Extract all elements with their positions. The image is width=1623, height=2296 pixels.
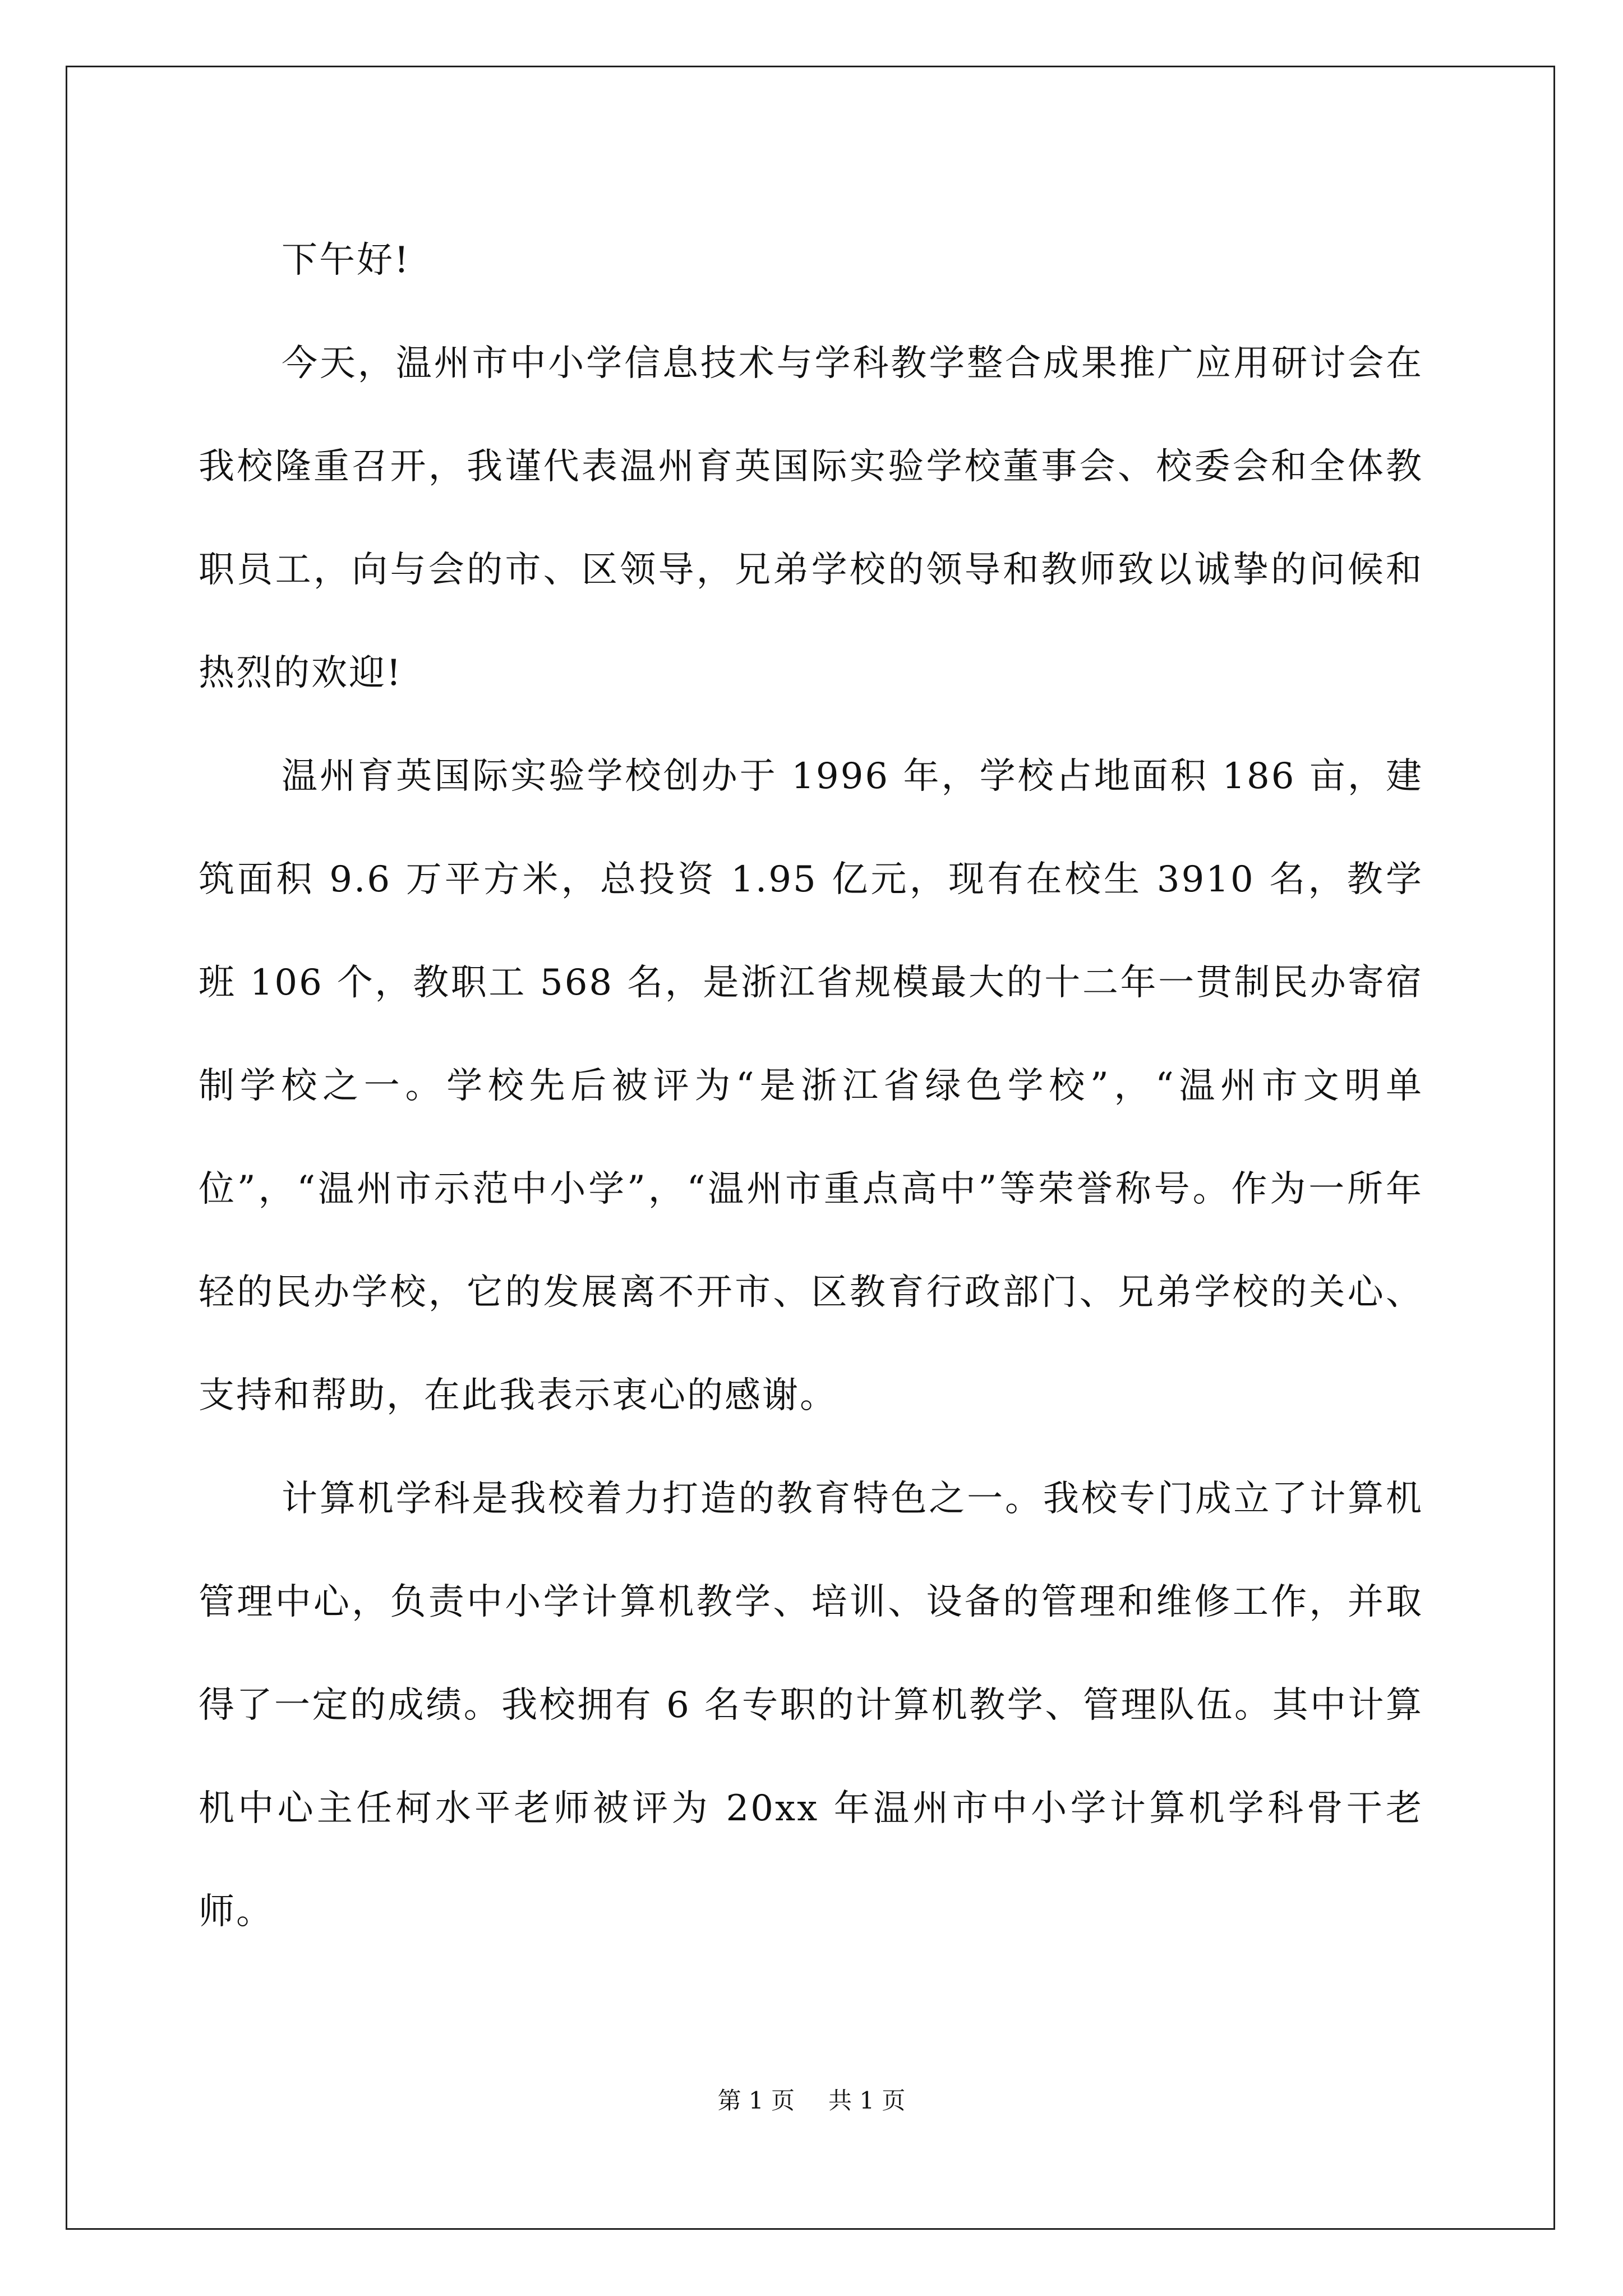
welcome-paragraph: 今天，温州市中小学信息技术与学科教学整合成果推广应用研讨会在我校隆重召开，我谨代表温州育英国际实验学校董事会、校委会和全体教职员工，向与会的市、区领导，兄弟学校的领导和教师致以诚挚的问候和热烈的欢迎!: [199, 343, 1423, 694]
page-total: 共 1 页: [828, 2087, 906, 2114]
page-footer: [0, 2084, 1623, 2118]
page-number: 第 1 页: [717, 2087, 795, 2114]
school-intro-paragraph: 温州育英国际实验学校创办于 1996 年，学校占地面积 186 亩，建筑面积 9.6 万平方米，总投资 1.95 亿元，现有在校生 3910 名，教学班 106 个，教职工 568 名，是浙江省规模最大的十二年一贯制民办寄宿制学校之一。学校先后被评为“是浙江省绿色学校”，“温州市文明单位”，“温州市示范中小学”，“温州市重点高中”等荣誉称号。作为一所年轻的民办学校，它的发展离不开市、区教育行政部门、兄弟学校的关心、支持和帮助，在此我表示衷心的感谢。: [199, 756, 1423, 1416]
document-body: [199, 209, 1423, 1963]
computer-subject-paragraph: 计算机学科是我校着力打造的教育特色之一。我校专门成立了计算机管理中心，负责中小学计算机教学、培训、设备的管理和维修工作，并取得了一定的成绩。我校拥有 6 名专职的计算机教学、管理队伍。其中计算机中心主任柯水平老师被评为 20xx 年温州市中小学计算机学科骨干老师。: [199, 1478, 1423, 1932]
greeting-paragraph: 下午好!: [282, 240, 411, 281]
